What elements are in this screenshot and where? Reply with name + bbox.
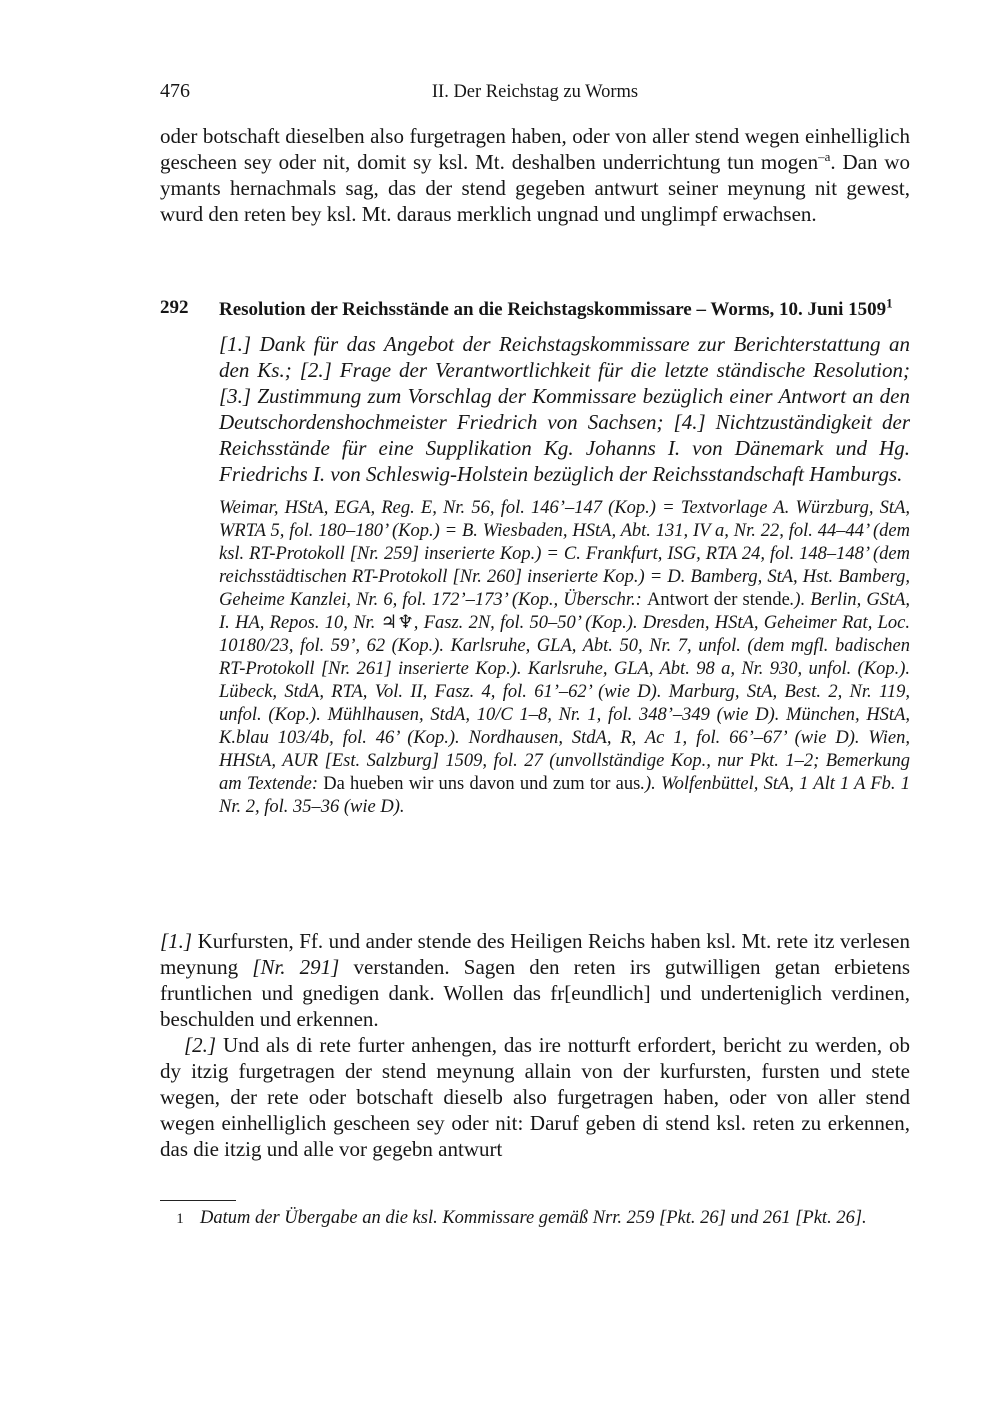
footnote-ref: 1	[886, 295, 893, 311]
paragraph-2	[160, 1032, 910, 1162]
sources-text-2: .). Berlin, GStA, I. HA, Repos. 10, Nr. ♃♆, Fasz. 2N, fol. 50–50’ (Kop.). Dresden, HStA, Geheimer Rat, Loc. 10180/23, fol. 59’, 62 (Kop.). Karlsruhe, GLA, Abt. 50, Nr. 7, unfol. (dem mgfl. badischen RT-Protokoll [Nr. 261] inserierte Kop.). Karlsruhe, GLA, Abt. 98 a, Nr. 930, unfol. (Kop.). Lübeck, StdA, RTA, Vol. II, Fasz. 4, fol. 61’–62’ (wie D). Marburg, StA, Best. 2, Nr. 119, unfol. (Kop.). Mühlhausen, StdA, 10/C 1–8, Nr. 1, fol. 348’–349 (wie D). München, HStA, K.blau 103/4b, fol. 46’ (Kop.). Nordhausen, StdA, R, Ac 1, fol. 66’–67’ (wie D). Wien, HHStA, AUR [Est. Salzburg] 1509, fol. 27 (unvollständige Kop., nur Pkt. 1–2; Bemerkung am Textende:	[219, 590, 911, 794]
document-title-text: Resolution der Reichsstände an die Reichstagskommissare – Worms, 10. Juni 1509	[219, 299, 887, 320]
footnote-text: Datum der Übergabe an die ksl. Kommissare gemäß Nrr. 259 [Pkt. 26] und 261 [Pkt. 26].	[200, 1208, 867, 1228]
paragraph-1-text-a: Kurfursten, Ff. und ander stende des Heiligen Reichs haben ksl. Mt. rete itz verlesen meynung	[160, 929, 910, 979]
sources-text-1: Weimar, HStA, EGA, Reg. E, Nr. 56, fol. 146’–147 (Kop.) = Textvorlage A. Würzburg, StA, WRTA 5, fol. 180–180’ (Kop.) = B. Wiesbaden, HStA, Abt. 131, IV a, Nr. 22, fol. 44–44’ (dem ksl. RT-Protokoll [Nr. 259] inserierte Kop.) = C. Frankfurt, ISG, RTA 24, fol. 148–148’ (dem reichsstädtischen RT-Protokoll [Nr. 260] inserierte Kop.) = D. Bamberg, StA, Hst. Bamberg, Geheime Kanzlei, Nr. 6, fol. 172’–173’ (Kop., Überschr.:	[219, 498, 910, 610]
footnote-number: 1	[176, 1211, 184, 1227]
footnote-rule	[160, 1200, 236, 1201]
paragraph-2-label: [2.]	[184, 1033, 217, 1057]
running-head: II. Der Reichstag zu Worms	[431, 82, 639, 102]
main-text	[160, 928, 910, 1162]
page-header	[160, 80, 910, 110]
document-title	[219, 297, 910, 322]
document-number: 292	[160, 297, 189, 318]
page-number: 476	[160, 80, 190, 102]
paragraph-1-ref: [Nr. 291]	[252, 955, 340, 979]
intro-text-2: . Dan wo ymants hernachmals sag, das der stend gegeben antwurt seiner meynung nit gewest, wurd den reten bey ksl. Mt. daraus merklich ungnad und unglimpf erwachsen.	[160, 150, 910, 226]
paragraph-1	[160, 928, 910, 1032]
note-mark: –a	[818, 149, 831, 164]
paragraph-1-text-b: verstanden. Sagen den reten irs gutwilligen getan erbietens fruntlichen und gnedigen dank. Wollen das fr[eundlich] und underteniglich verdinen, beschulden und erkennen.	[160, 955, 910, 1031]
sources-text-3: .). Wolfenbüttel, StA, 1 Alt 1 A Fb. 1 Nr. 2, fol. 35–36 (wie D).	[219, 774, 910, 817]
sources-quote-2: Da hueben wir uns davon und zum tor aus	[323, 774, 641, 794]
sources-quote-1: Antwort der stende	[646, 590, 790, 610]
paragraph-2-text: Und als di rete furter anhengen, das ire notturft erfordert, bericht zu werden, ob dy itzig furgetragen der stend meynung allain von der kurfursten, fursten und stete wegen, der rete oder botschaft dieselb also furgetragen haben, oder von aller stend wegen einhelliglich gescheen sey oder nit: Daruf geben di stend ksl. reten zu erkennen, das die itzig und alle vor gegebn antwurt	[160, 1033, 910, 1161]
intro-paragraph	[160, 123, 910, 227]
document-entry	[160, 297, 910, 819]
source-list	[219, 497, 910, 819]
footnote	[160, 1207, 910, 1231]
intro-text-1: oder botschaft dieselben also furgetragen haben, oder von aller stend wegen einhelliglich gescheen sey oder nit, domit sy ksl. Mt. deshalben underrichtung tun mogen	[160, 124, 910, 174]
paragraph-1-label: [1.]	[160, 929, 193, 953]
regest: [1.] Dank für das Angebot der Reichstagskommissare zur Berichterstattung an den Ks.; [2.] Frage der Verantwortlichkeit für die letzte ständische Resolution; [3.] Zustimmung zum Vorschlag der Kommissare bezüglich einer Antwort an den Deutschordenshochmeister Friedrich von Sachsen; [4.] Nichtzuständigkeit der Reichsstände für eine Supplikation Kg. Johanns I. von Dänemark und Hg. Friedrichs I. von Schleswig-Holstein bezüglich der Reichsstandschaft Hamburgs.	[219, 332, 910, 486]
